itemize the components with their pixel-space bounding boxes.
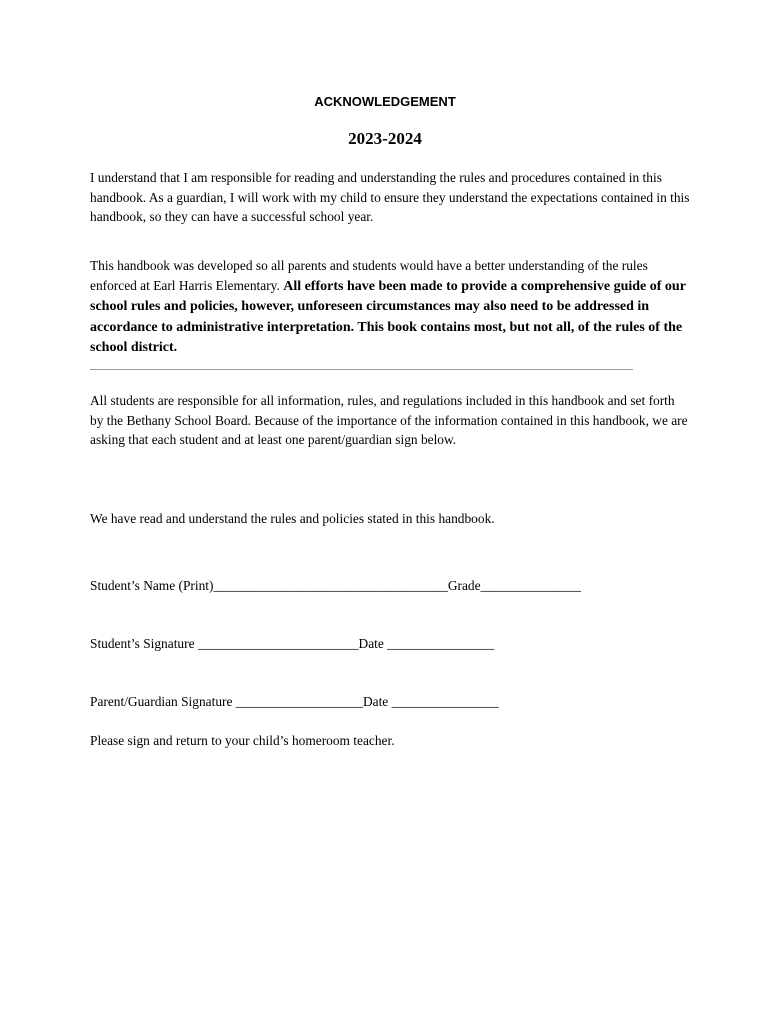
student-signature-field[interactable]: Student’s Signature ________________________Date ________________ (90, 636, 495, 651)
handbook-purpose-paragraph (90, 256, 690, 358)
school-year-heading: 2023-2024 (348, 129, 422, 148)
purpose-bold-text: All efforts have been made to provide a comprehensive guide of our school rules and policies, however, unforeseen circumstances may also need to be addressed in accordance to administrative interpretation. This book contains most, but not all, of the rules of the school district. (90, 278, 686, 355)
student-responsibility-paragraph: All students are responsible for all information, rules, and regulations included in this handbook and set forth by the Bethany School Board. Because of the importance of the information contained in this handbook, we are asking that each student and at least one parent/guardian sign below. (90, 393, 688, 447)
student-name-field[interactable]: Student’s Name (Print)___________________________________Grade_______________ (90, 578, 581, 593)
agreement-statement: We have read and understand the rules and policies stated in this handbook. (90, 511, 495, 526)
page-title: ACKNOWLEDGEMENT (314, 94, 456, 109)
return-instructions: Please sign and return to your child’s homeroom teacher. (90, 733, 395, 748)
purpose-regular-text: This handbook was developed so all parents and students would have a better understanding of the rules enforced at Earl Harris Elementary. (90, 258, 648, 293)
parent-signature-field[interactable]: Parent/Guardian Signature ___________________Date ________________ (90, 694, 499, 709)
responsibility-paragraph: I understand that I am responsible for reading and understanding the rules and procedures contained in this handbook. As a guardian, I will work with my child to ensure they understand the expectations contained in this handbook, so they can have a successful school year. (90, 170, 690, 224)
horizontal-divider (90, 369, 633, 370)
